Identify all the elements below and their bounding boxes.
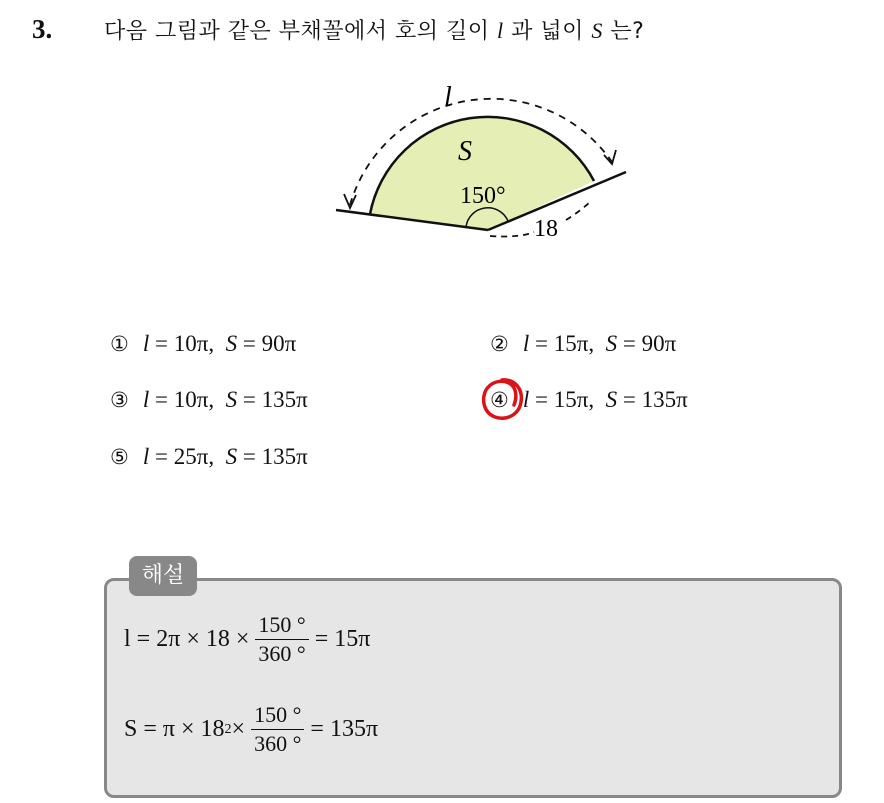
- option-3-mark: ③: [110, 388, 129, 412]
- option-3-s: 135π: [261, 387, 308, 412]
- option-5-mark: ⑤: [110, 445, 129, 469]
- question-text: [104, 14, 644, 45]
- option-5[interactable]: ⑤ l = 25π, S = 135π: [110, 444, 308, 469]
- option-5-l: 25π: [173, 444, 209, 469]
- question-text-before: 다음 그림과 같은 부채꼴에서 호의 길이: [104, 19, 490, 44]
- option-3-l: 10π: [173, 387, 209, 412]
- solution-line-2-lhs-a: S = π × 18: [124, 716, 225, 742]
- option-2-l: 15π: [553, 331, 589, 356]
- question-var-s: S: [591, 18, 603, 43]
- question-text-mid: 과 넓이: [511, 19, 584, 44]
- option-4-mark: ④: [490, 388, 509, 412]
- question-var-l: l: [497, 18, 504, 43]
- question-text-after: 는?: [610, 19, 645, 44]
- label-angle: 150°: [460, 183, 506, 209]
- label-radius: 18: [534, 216, 558, 242]
- solution-line-1: [124, 612, 370, 667]
- solution-line-2-fraction: [251, 702, 304, 757]
- sector-fill: [370, 117, 594, 230]
- label-arc-l: l: [444, 82, 452, 113]
- solution-line-2-den: 360 °: [254, 731, 302, 756]
- option-1-mark: ①: [110, 332, 129, 356]
- solution-line-1-den: 360 °: [258, 641, 306, 666]
- solution-line-2-num: 150 °: [251, 702, 304, 730]
- solution-line-2-rhs: = 135π: [310, 716, 379, 742]
- sector-figure: [320, 80, 640, 250]
- option-1-l: 10π: [173, 331, 209, 356]
- option-4-s: 135π: [641, 387, 688, 412]
- option-4[interactable]: ④ l = 15π, S = 135π: [490, 387, 688, 412]
- option-1-s: 90π: [261, 331, 297, 356]
- arrow-right: [604, 150, 616, 164]
- solution-line-2: [124, 702, 378, 757]
- option-2-s: 90π: [641, 331, 677, 356]
- solution-line-2-exp: 2: [224, 721, 232, 737]
- answer-circle-mark: [476, 374, 528, 426]
- solution-line-1-lhs: l = 2π × 18 ×: [124, 626, 250, 652]
- option-3[interactable]: ③ l = 10π, S = 135π: [110, 387, 308, 412]
- question-number: 3.: [32, 14, 53, 44]
- arrow-left: [344, 194, 356, 208]
- solution-line-1-rhs: = 15π: [314, 626, 371, 652]
- option-4-l: 15π: [553, 387, 589, 412]
- solution-box: [104, 578, 842, 798]
- option-1[interactable]: ① l = 10π, S = 90π: [110, 331, 297, 356]
- solution-line-1-num: 150 °: [255, 612, 308, 640]
- solution-tag: 해설: [129, 556, 197, 596]
- solution-line-1-fraction: [255, 612, 308, 667]
- solution-line-2-lhs-b: ×: [231, 716, 246, 742]
- option-2-mark: ②: [490, 332, 509, 356]
- option-2[interactable]: ② l = 15π, S = 90π: [490, 331, 677, 356]
- option-5-s: 135π: [261, 444, 308, 469]
- label-area-s: S: [458, 136, 472, 167]
